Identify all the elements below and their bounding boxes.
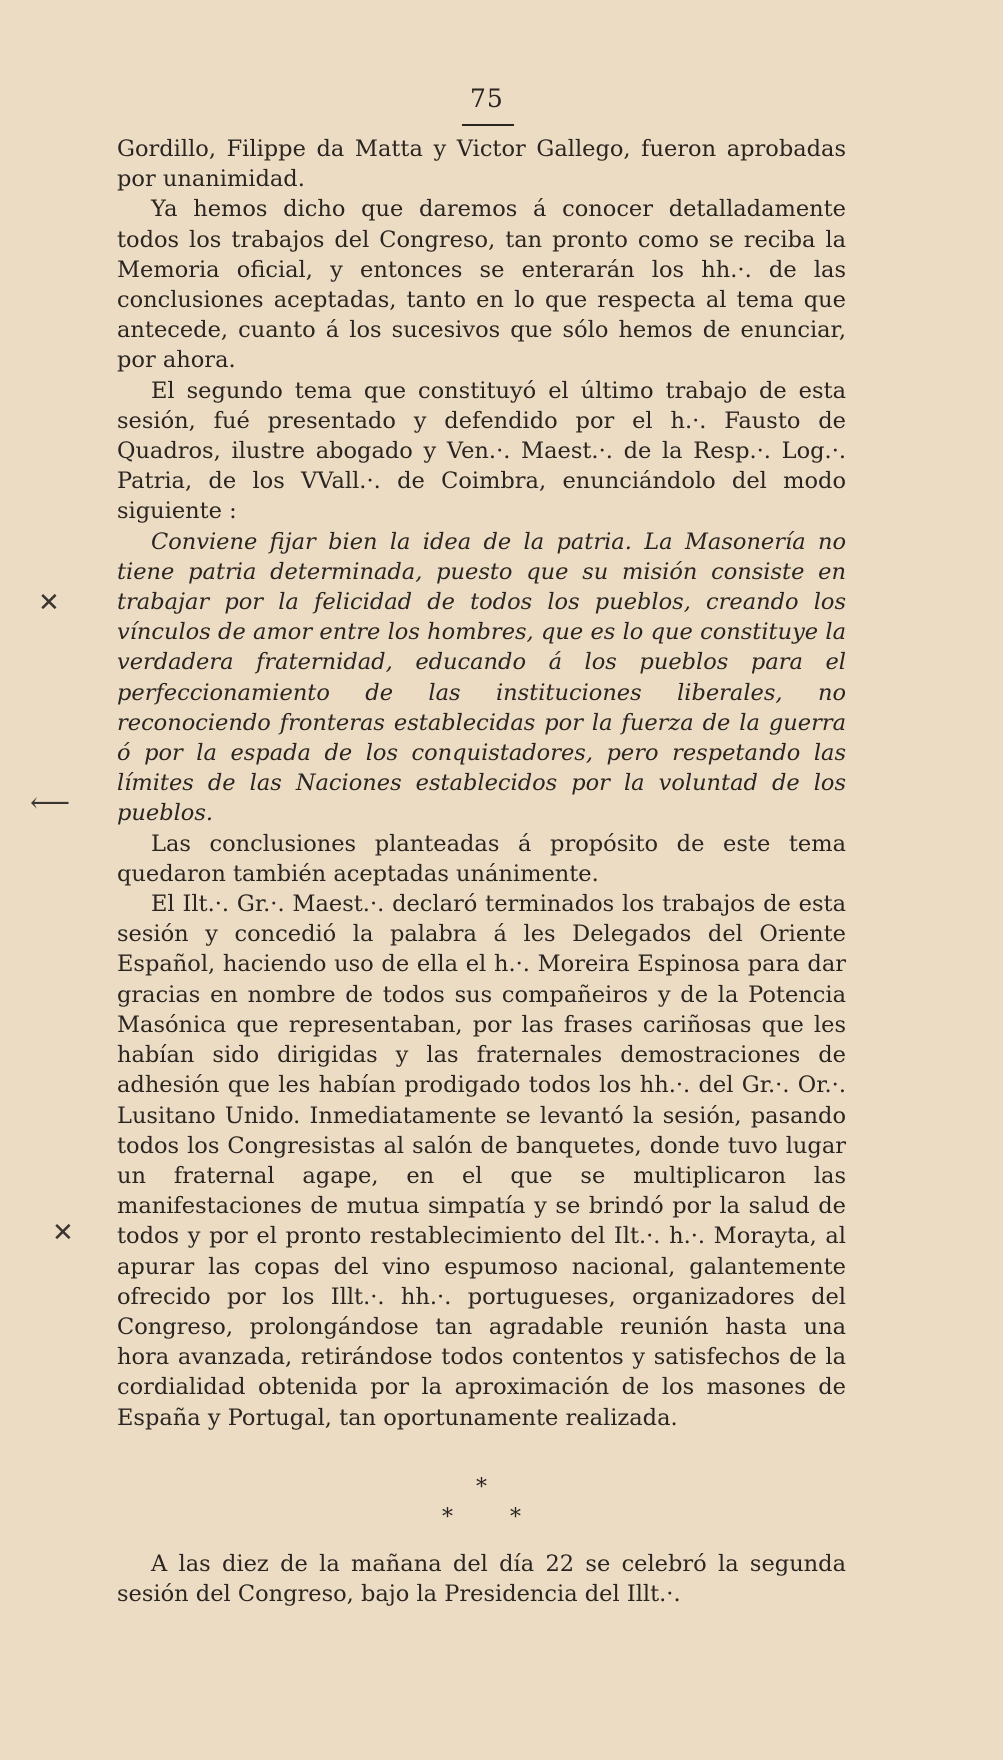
page-number-rule	[462, 124, 514, 126]
margin-arrow-icon: ⟵	[30, 786, 71, 819]
page-number: 75	[470, 84, 504, 113]
paragraph: El Ilt.·. Gr.·. Maest.·. declaró terminados los trabajos de esta sesión y concedió la palabra á les Delegados del Oriente Español, haciendo uso de ella el h.·. Moreira Espinosa para dar gracias en nombre de todos sus compañeiros y de la Potencia Masónica que representaban, por las frases cariñosas que les habían sido dirigidas y las fraternales demostraciones de adhesión que les habían prodigado todos los hh.·. del Gr.·. Or.·. Lusitano Unido. Inmediatamente se levantó la sesión, pasando todos los Congresistas al salón de banquetes, donde tuvo lugar un fraternal agape, en el que se multiplicaron las manifestaciones de mutua simpatía y se brindó por la salud de todos y por el pronto restablecimiento del Ilt.·. h.·. Morayta, al apurar las copas del vino espumoso nacional, galantemente ofrecido por los Illt.·. hh.·. portugueses, organizadores del Congreso, prolongándose tan agradable reunión hasta una hora avanzada, retirándose todos contentos y satisfechos de la cordialidad obtenida por la aproximación de los masones de España y Portugal, tan oportunamente realizada.	[117, 891, 846, 1431]
quoted-thesis: Conviene fijar bien la idea de la patria. La Masonería no tiene patria determinada, puesto que su misión consiste en trabajar por la felicidad de todos los pueblos, creando los vínculos de amor entre los hombres, que es lo que constituye la verdadera fraternidad, educando á los pueblos para el perfeccionamiento de las instituciones liberales, no reconociendo fronteras establecidas por la fuerza de la guerra ó por la espada de los conquistadores, pero respetando las límites de las Naciones establecidos por la voluntad de los pueblos.	[117, 528, 846, 827]
paragraph: Gordillo, Filippe da Matta y Victor Gallego, fueron aprobadas por unanimidad.	[117, 136, 846, 193]
body-text	[117, 134, 846, 1609]
separator-star: *	[510, 1504, 521, 1530]
margin-pencil-mark: ✕	[52, 1218, 74, 1248]
section-separator	[117, 1473, 846, 1533]
paragraph: Ya hemos dicho que daremos á conocer detalladamente todos los trabajos del Congreso, tan pronto como se reciba la Memoria oficial, y entonces se enterarán los hh.·. de las conclusiones aceptadas, tanto en lo que respecta al tema que antecede, cuanto á los sucesivos que sólo hemos de enunciar, por ahora.	[117, 196, 846, 374]
separator-star: *	[476, 1474, 487, 1500]
paragraph: A las diez de la mañana del día 22 se celebró la segunda sesión del Congreso, bajo la Presidencia del Illt.·.	[117, 1550, 846, 1607]
separator-star: *	[442, 1504, 453, 1530]
margin-pencil-mark: ✕	[38, 588, 60, 618]
paragraph: El segundo tema que constituyó el último trabajo de esta sesión, fué presentado y defendido por el h.·. Fausto de Quadros, ilustre abogado y Ven.·. Maest.·. de la Resp.·. Log.·. Patria, de los VVall.·. de Coimbra, enunciándolo del modo siguiente :	[117, 377, 846, 525]
paragraph: Las conclusiones planteadas á propósito de este tema quedaron también aceptadas unánimente.	[117, 830, 846, 887]
